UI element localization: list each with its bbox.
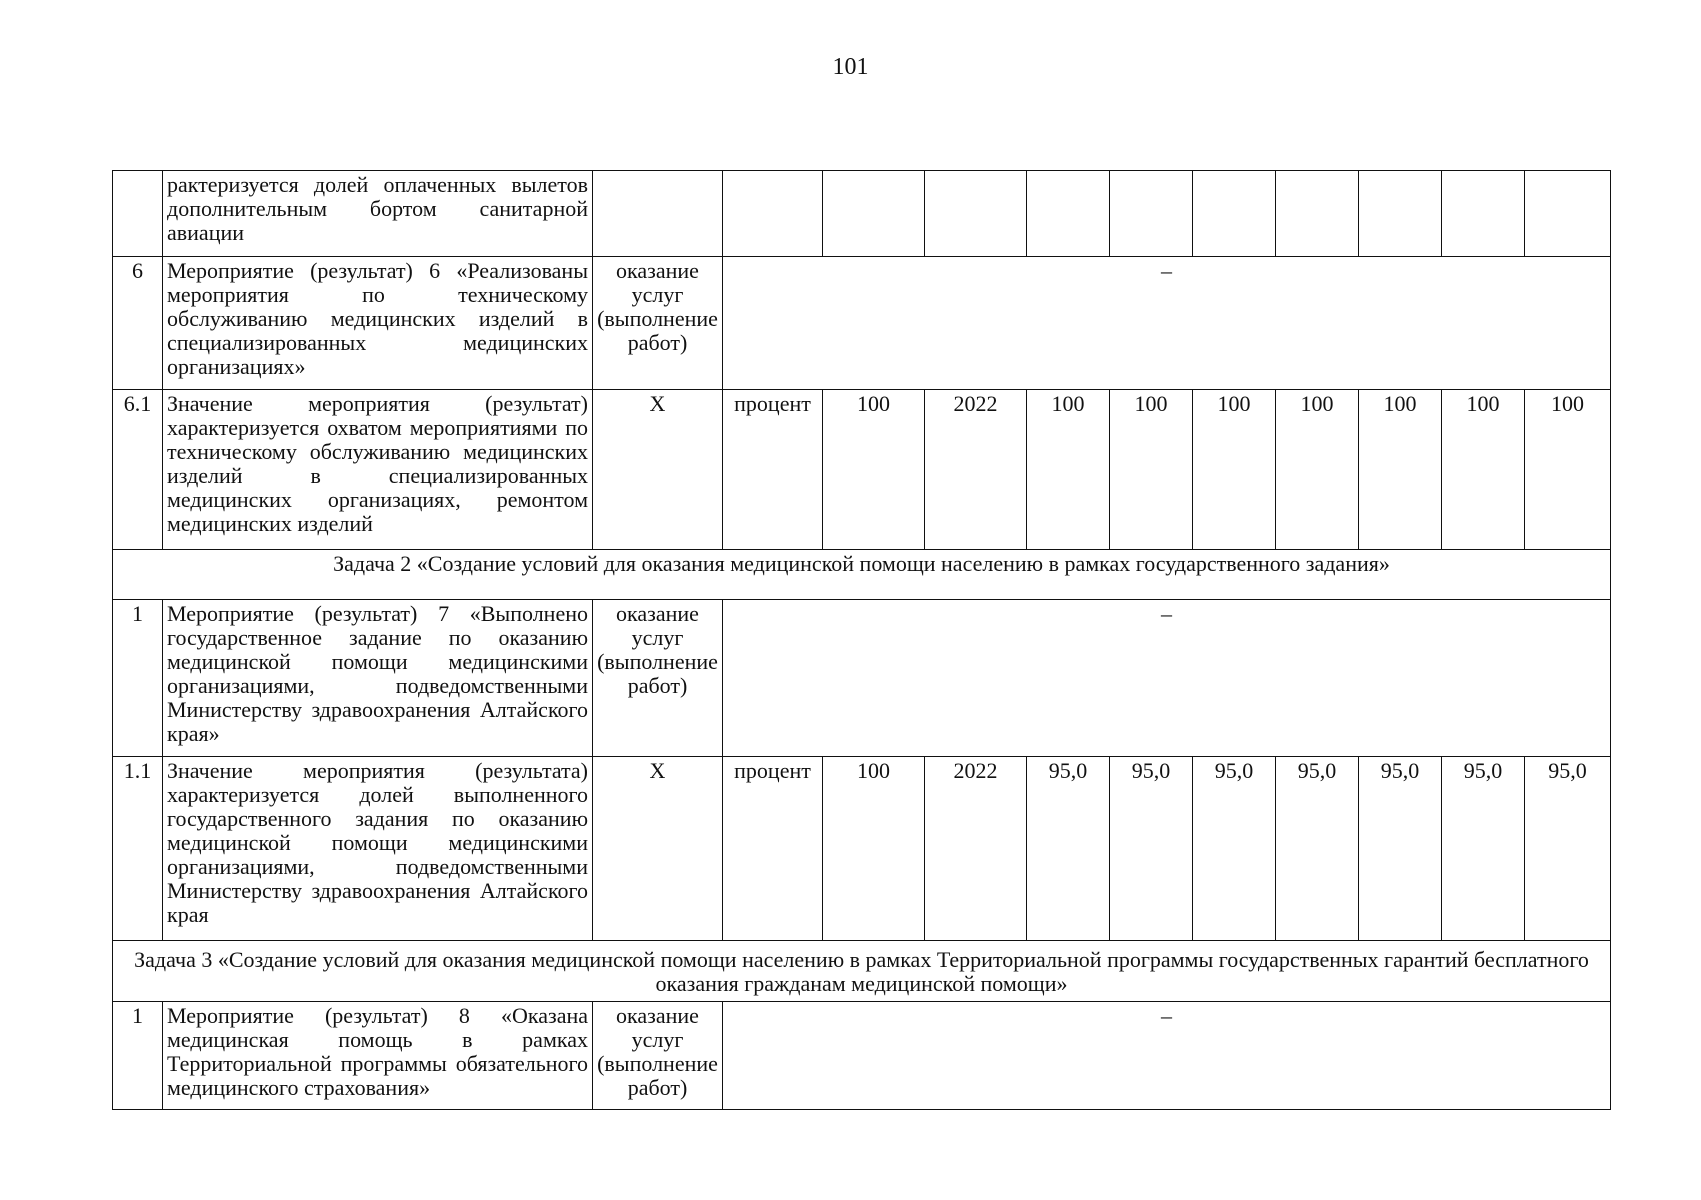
table-row [113,390,1611,550]
value-cell: 100 [1193,390,1276,550]
table-row [113,550,1611,600]
empty-cell [723,171,823,257]
table-row [113,257,1611,390]
empty-cell [593,171,723,257]
value-cell: 100 [1110,390,1193,550]
base-value-cell: 100 [823,757,925,941]
value-cell: 95,0 [1110,757,1193,941]
base-year-cell: 2022 [925,390,1027,550]
dash-cell: – [723,1002,1611,1110]
row-name-cell: Значение мероприятия (результата) характеризуется долей выполненного государственного задания по оказанию медицинской помощи медицинскими организациями, подведомственными Министерству здравоохранения Алтайского края [163,757,593,941]
empty-cell [1442,171,1525,257]
value-cell: 95,0 [1525,757,1611,941]
empty-cell [1027,171,1110,257]
empty-cell [1359,171,1442,257]
task-heading: Задача 2 «Создание условий для оказания медицинской помощи населению в рамках государственного задания» [113,550,1611,600]
table-row [113,600,1611,757]
row-number-cell [113,171,163,257]
empty-cell [823,171,925,257]
value-cell: 100 [1276,390,1359,550]
value-cell: 95,0 [1359,757,1442,941]
table-row [113,757,1611,941]
row-type-cell: X [593,390,723,550]
row-name-cell: Мероприятие (результат) 7 «Выполнено государственное задание по оказанию медицинской помощи медицинскими организациями, подведомственными Министерству здравоохранения Алтайского края» [163,600,593,757]
table-row [113,941,1611,1002]
empty-cell [925,171,1027,257]
value-cell: 95,0 [1027,757,1110,941]
unit-cell: процент [723,757,823,941]
empty-cell [1276,171,1359,257]
empty-cell [1193,171,1276,257]
base-year-cell: 2022 [925,757,1027,941]
row-name-cell: Мероприятие (результат) 8 «Оказана медицинская помощь в рамках Территориальной программы обязательного медицинского страхования» [163,1002,593,1110]
row-name-cell: Значение мероприятия (результат) характеризуется охватом мероприятиями по техническому обслуживанию медицинских изделий в специализированных медицинских организациях, ремонтом медицинских изделий [163,390,593,550]
row-type-cell: оказание услуг (выполнение работ) [593,600,723,757]
indicators-table [112,170,1611,1110]
row-type-cell: X [593,757,723,941]
value-cell: 100 [1525,390,1611,550]
row-name-cell: рактеризуется долей оплаченных вылетов дополнительным бортом санитарной авиации [163,171,593,257]
value-cell: 95,0 [1276,757,1359,941]
row-type-cell: оказание услуг (выполнение работ) [593,1002,723,1110]
row-number-cell: 6 [113,257,163,390]
table-row [113,171,1611,257]
page-number: 101 [832,54,869,80]
base-value-cell: 100 [823,390,925,550]
empty-cell [1525,171,1611,257]
value-cell: 95,0 [1442,757,1525,941]
value-cell: 95,0 [1193,757,1276,941]
row-number-cell: 1.1 [113,757,163,941]
dash-cell: – [723,257,1611,390]
task-heading: Задача 3 «Создание условий для оказания медицинской помощи населению в рамках Территориальной программы государственных гарантий бесплатного оказания гражданам медицинской помощи» [113,941,1611,1002]
table-row [113,1002,1611,1110]
row-type-cell: оказание услуг (выполнение работ) [593,257,723,390]
value-cell: 100 [1359,390,1442,550]
row-name-cell: Мероприятие (результат) 6 «Реализованы мероприятия по техническому обслуживанию медицинских изделий в специализированных медицинских организациях» [163,257,593,390]
value-cell: 100 [1027,390,1110,550]
value-cell: 100 [1442,390,1525,550]
row-number-cell: 1 [113,1002,163,1110]
row-number-cell: 1 [113,600,163,757]
unit-cell: процент [723,390,823,550]
empty-cell [1110,171,1193,257]
row-number-cell: 6.1 [113,390,163,550]
dash-cell: – [723,600,1611,757]
